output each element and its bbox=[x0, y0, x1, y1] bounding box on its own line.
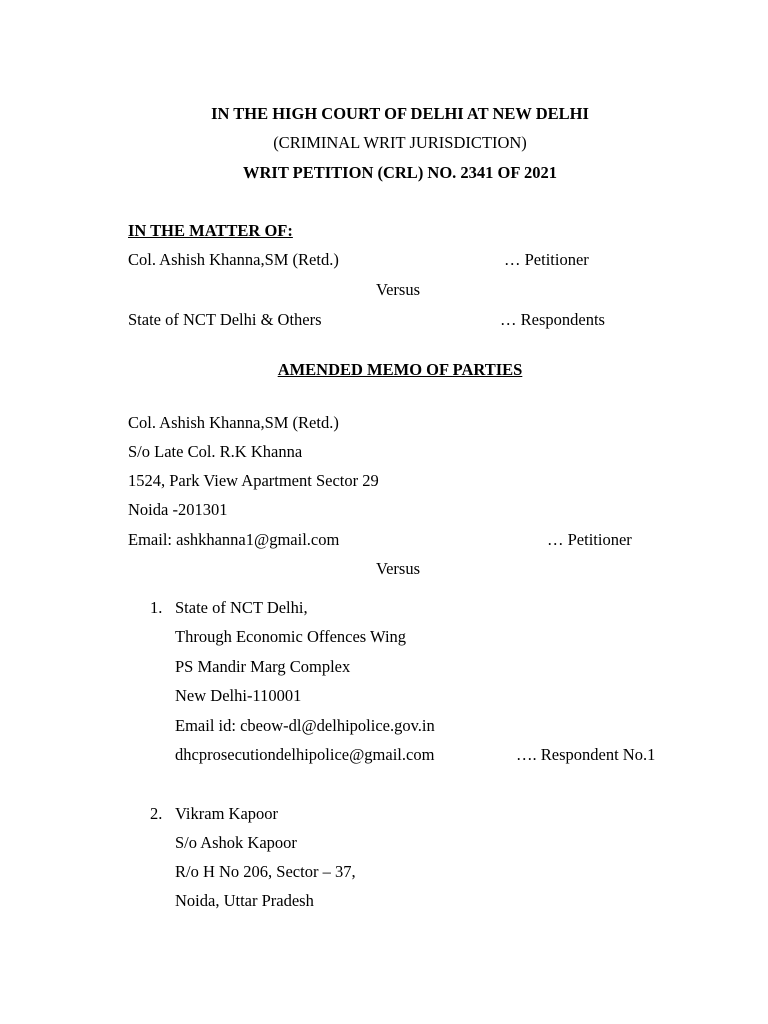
respondent-role: …. Respondent No.1 bbox=[516, 745, 656, 764]
respondent-number: 1. bbox=[150, 598, 163, 617]
respondent-line: S/o Ashok Kapoor bbox=[175, 833, 297, 852]
respondent-line: Noida, Uttar Pradesh bbox=[175, 891, 314, 910]
memo-versus: Versus bbox=[376, 559, 420, 578]
petitioner-line: Noida -201301 bbox=[128, 500, 228, 519]
petitioner-role: … Petitioner bbox=[547, 530, 632, 549]
matter-petitioner-role: … Petitioner bbox=[504, 250, 589, 269]
respondent-line: New Delhi-110001 bbox=[175, 686, 302, 705]
court-jurisdiction: (CRIMINAL WRIT JURISDICTION) bbox=[273, 133, 527, 152]
petitioner-line: S/o Late Col. R.K Khanna bbox=[128, 442, 303, 461]
court-title: IN THE HIGH COURT OF DELHI AT NEW DELHI bbox=[211, 104, 589, 123]
petitioner-line: Col. Ashish Khanna,SM (Retd.) bbox=[128, 413, 339, 432]
respondent-line: Vikram Kapoor bbox=[175, 804, 279, 823]
respondent-email: dhcprosecutiondelhipolice@gmail.com bbox=[175, 745, 435, 764]
petitioner-email: Email: ashkhanna1@gmail.com bbox=[128, 530, 340, 549]
matter-respondent-name: State of NCT Delhi & Others bbox=[128, 310, 322, 329]
memo-heading: AMENDED MEMO OF PARTIES bbox=[277, 360, 523, 379]
respondent-number: 2. bbox=[150, 804, 163, 823]
matter-heading: IN THE MATTER OF: bbox=[128, 221, 293, 240]
matter-respondent-role: … Respondents bbox=[500, 310, 605, 329]
matter-versus: Versus bbox=[376, 280, 420, 299]
respondent-line: Through Economic Offences Wing bbox=[175, 627, 407, 646]
respondent-email: Email id: cbeow-dl@delhipolice.gov.in bbox=[175, 716, 435, 735]
respondent-line: R/o H No 206, Sector – 37, bbox=[175, 862, 356, 881]
respondent-line: State of NCT Delhi, bbox=[175, 598, 308, 617]
petition-number: WRIT PETITION (CRL) NO. 2341 OF 2021 bbox=[243, 163, 557, 182]
respondent-line: PS Mandir Marg Complex bbox=[175, 657, 351, 676]
matter-petitioner-name: Col. Ashish Khanna,SM (Retd.) bbox=[128, 250, 339, 269]
petitioner-line: 1524, Park View Apartment Sector 29 bbox=[128, 471, 379, 490]
